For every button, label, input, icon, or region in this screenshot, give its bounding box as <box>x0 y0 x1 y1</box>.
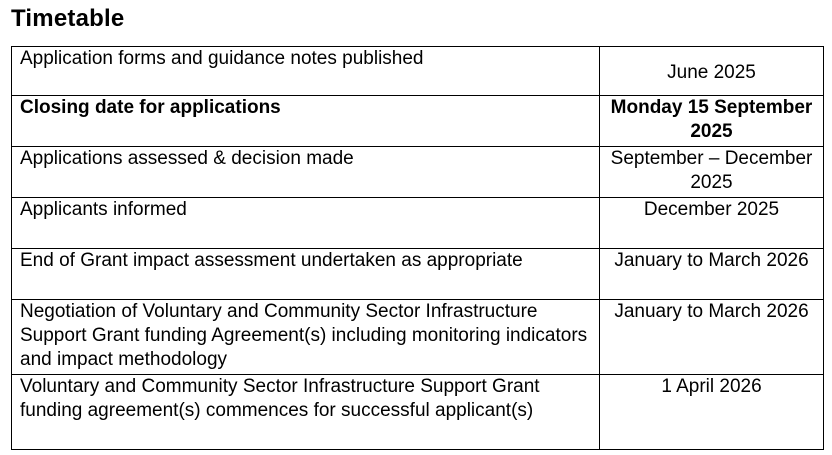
table-row <box>12 300 824 375</box>
date-cell: June 2025 <box>600 47 824 96</box>
activity-cell: Applications assessed & decision made <box>12 147 600 198</box>
date-cell: January to March 2026 <box>600 249 824 300</box>
timetable-table <box>11 46 824 450</box>
table-row <box>12 375 824 450</box>
activity-cell: End of Grant impact assessment undertaken as appropriate <box>12 249 600 300</box>
date-cell: December 2025 <box>600 198 824 249</box>
table-row <box>12 96 824 147</box>
activity-cell: Negotiation of Voluntary and Community Sector Infrastructure Support Grant funding Agreement(s) including monitoring indicators and impact methodology <box>12 300 600 375</box>
activity-cell: Application forms and guidance notes published <box>12 47 600 96</box>
page-title: Timetable <box>11 5 125 32</box>
date-cell: September – December 2025 <box>600 147 824 198</box>
date-cell: January to March 2026 <box>600 300 824 375</box>
table-row <box>12 147 824 198</box>
date-cell: Monday 15 September 2025 <box>600 96 824 147</box>
table-row <box>12 198 824 249</box>
activity-cell: Voluntary and Community Sector Infrastructure Support Grant funding agreement(s) commences for successful applicant(s) <box>12 375 600 450</box>
table-row <box>12 47 824 96</box>
activity-cell: Applicants informed <box>12 198 600 249</box>
date-cell: 1 April 2026 <box>600 375 824 450</box>
table-row <box>12 249 824 300</box>
activity-cell: Closing date for applications <box>12 96 600 147</box>
